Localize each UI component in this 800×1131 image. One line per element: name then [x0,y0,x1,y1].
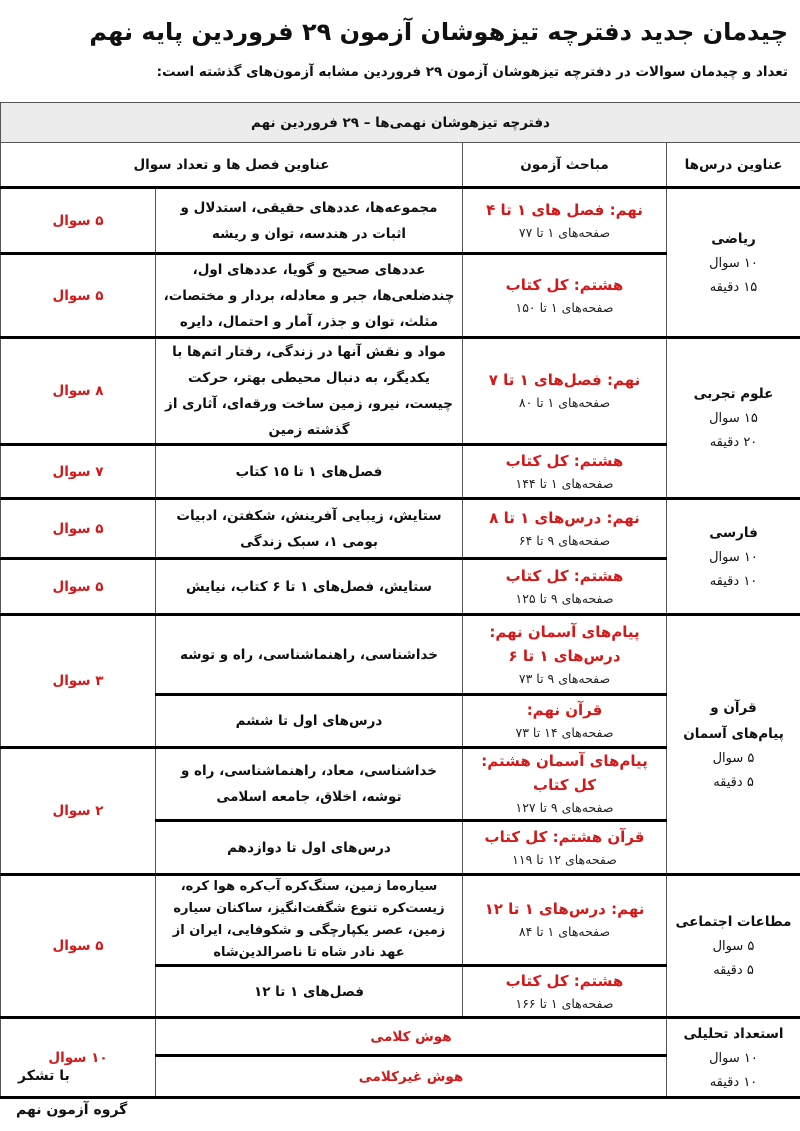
topic-cell: قرآن نهم: صفحه‌های ۱۴ تا ۷۳ [463,695,667,748]
chapters-cell: فصل‌های ۱ تا ۱۲ [156,966,463,1018]
question-count: ۵ سوال [1,499,156,559]
header-chapters: عناوین فصل ها و تعداد سوال [1,143,463,188]
chapters-cell: درس‌های اول تا دوازدهم [156,821,463,875]
subject-analytical [667,1018,800,1098]
subject-name-line2: پیام‌های آسمان [683,725,784,742]
subject-time: ۵ دقیقه [713,774,754,790]
subject-time: ۱۵ دقیقه [709,279,758,295]
topic-cell: قرآن هشتم: کل کتاب صفحه‌های ۱۲ تا ۱۱۹ [463,821,667,875]
footer-group: گروه آزمون نهم [16,1102,128,1118]
header-subjects: عناوین درس‌ها [667,143,800,188]
question-count: ۱۰ سوال [1,1018,156,1098]
verbal-iq: هوش کلامی [156,1018,667,1056]
subject-questions: ۱۰ سوال [709,1050,758,1066]
chapters-cell: فصل‌های ۱ تا ۱۵ کتاب [156,445,463,499]
chapters-cell: سیاره‌ما زمین، سنگ‌کره آب‌کره هوا کره، زیست‌کره تنوع شگفت‌انگیز، ساکنان سیاره زمین، عصر یکپارچگی و شکوفایی، ایران از عهد نادر شاه تا ناصرالدین‌شاه [156,875,463,966]
topic-cell: نهم: درس‌های ۱ تا ۱۲ صفحه‌های ۱ تا ۸۴ [463,875,667,966]
topic-cell: نهم: فصل های ۱ تا ۴ صفحه‌های ۱ تا ۷۷ [463,188,667,254]
question-count: ۵ سوال [1,875,156,1018]
subject-math [667,188,800,338]
subject-name: مطاعات اجتماعی [675,914,792,930]
topic-cell: نهم: فصل‌های ۱ تا ۷ صفحه‌های ۱ تا ۸۰ [463,338,667,445]
chapters-cell: ستایش، زیبایی آفرینش، شکفتن، ادبیات بومی ۱، سبک زندگی [156,499,463,559]
subject-name: علوم تجربی [693,386,774,402]
question-count: ۸ سوال [1,338,156,445]
exam-layout-table [0,102,800,1099]
topic-cell: هشتم: کل کتاب صفحه‌های ۹ تا ۱۲۵ [463,559,667,615]
chapters-cell: خداشناسی، راهنماشناسی، راه و توشه [156,615,463,695]
chapters-cell: خداشناسی، معاد، راهنماشناسی، راه و توشه، اخلاق، جامعه اسلامی [156,748,463,821]
subject-time: ۱۰ دقیقه [709,573,758,589]
subject-time: ۵ دقیقه [713,963,754,978]
topic-cell: نهم: درس‌های ۱ تا ۸ صفحه‌های ۹ تا ۶۴ [463,499,667,559]
footer-thanks: با تشکر [18,1068,70,1084]
page-title: چیدمان جدید دفترچه تیزهوشان آزمون ۲۹ فروردین پایه نهم [89,18,788,46]
chapters-cell: درس‌های اول تا ششم [156,695,463,748]
subject-questions: ۱۰ سوال [709,549,758,565]
subject-science [667,338,800,499]
question-count: ۷ سوال [1,445,156,499]
chapters-cell: مجموعه‌ها، عددهای حقیقی، استدلال و اثبات در هندسه، توان و ریشه [156,188,463,254]
question-count: ۵ سوال [1,559,156,615]
table-banner: دفترچه تیزهوشان نهمی‌ها – ۲۹ فروردین نهم [1,103,800,143]
subject-time: ۲۰ دقیقه [709,435,758,450]
subject-name: ریاضی [711,230,756,247]
subject-persian [667,499,800,615]
subject-name: قرآن و [710,699,757,716]
page-subtitle: تعداد و چیدمان سوالات در دفترچه تیزهوشان آزمون ۲۹ فروردین مشابه آزمون‌های گذشته است: [156,64,788,80]
subject-questions: ۱۰ سوال [709,255,758,271]
question-count: ۲ سوال [1,748,156,875]
question-count: ۳ سوال [1,615,156,748]
subject-quran-payam [667,615,800,875]
chapters-cell: مواد و نقش آنها در زندگی، رفتار اتم‌ها با یکدیگر، به دنبال محیطی بهتر، حرکت چیست، نیرو، زمین ساخت ورقه‌ای، آثاری از گذشته زمین [156,338,463,445]
nonverbal-iq: هوش غیرکلامی [156,1056,667,1098]
chapters-cell: ستایش، فصل‌های ۱ تا ۶ کتاب، نیایش [156,559,463,615]
header-topics: مباحث آزمون [463,143,667,188]
subject-questions: ۱۵ سوال [709,411,758,426]
subject-questions: ۵ سوال [712,750,755,766]
chapters-cell: عددهای صحیح و گویا، عددهای اول، چندضلعی‌ها، جبر و معادله، بردار و مختصات، مثلث، توان و جذر، آمار و احتمال، دایره [156,254,463,338]
topic-cell: پیام‌های آسمان هشتم: کل کتاب صفحه‌های ۹ تا ۱۲۷ [463,748,667,821]
question-count: ۵ سوال [1,188,156,254]
subject-name: فارسی [709,524,758,541]
subject-time: ۱۰ دقیقه [709,1074,758,1090]
question-count: ۵ سوال [1,254,156,338]
subject-questions: ۵ سوال [712,939,755,954]
topic-cell: هشتم: کل کتاب صفحه‌های ۱ تا ۱۵۰ [463,254,667,338]
topic-cell: پیام‌های آسمان نهم: درس‌های ۱ تا ۶ صفحه‌های ۹ تا ۷۳ [463,615,667,695]
subject-name: استعداد تحلیلی [683,1025,784,1042]
topic-cell: هشتم: کل کتاب صفحه‌های ۱ تا ۱۴۴ [463,445,667,499]
subject-social-studies [667,875,800,1018]
topic-cell: هشتم: کل کتاب صفحه‌های ۱ تا ۱۶۶ [463,966,667,1018]
